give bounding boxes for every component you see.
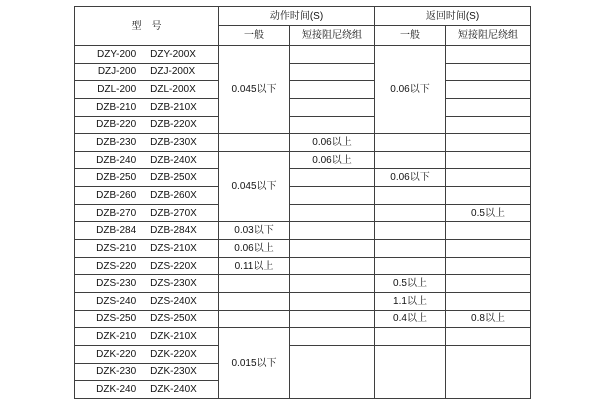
cell-model	[75, 63, 219, 81]
cell-model	[75, 116, 219, 134]
cell-action-short	[290, 292, 375, 310]
cell-model	[75, 222, 219, 240]
model-name-a: DZS-230	[96, 278, 137, 290]
model-name-a: DZB-230	[96, 137, 137, 149]
cell-action-short	[290, 187, 375, 205]
model-name-a: DZS-250	[96, 313, 137, 325]
cell-action-general: 0.045以下	[219, 151, 290, 222]
model-name-b: DZB-270X	[150, 207, 197, 219]
cell-model	[75, 81, 219, 99]
model-name-b: DZL-200X	[150, 84, 196, 96]
cell-action-short	[290, 98, 375, 116]
cell-model	[75, 169, 219, 187]
model-name-b: DZB-230X	[150, 137, 197, 149]
cell-action-general	[219, 310, 290, 328]
cell-return-general: 0.06以下	[375, 169, 446, 187]
cell-action-short	[290, 169, 375, 187]
model-name-a: DZB-220	[96, 119, 137, 131]
model-name-a: DZB-210	[96, 101, 137, 113]
table-row	[75, 328, 531, 346]
cell-model	[75, 46, 219, 64]
header-action-short-damping: 短接阻尼绕组	[290, 26, 375, 46]
table-row	[75, 310, 531, 328]
table-row	[75, 134, 531, 152]
cell-model	[75, 240, 219, 258]
table-row	[75, 151, 531, 169]
cell-action-short	[290, 222, 375, 240]
cell-model	[75, 98, 219, 116]
model-name-a: DZB-284	[96, 225, 137, 237]
cell-model	[75, 151, 219, 169]
model-name-b: DZB-210X	[150, 101, 197, 113]
cell-model	[75, 381, 219, 399]
model-name-a: DZS-240	[96, 295, 137, 307]
cell-action-general: 0.03以下	[219, 222, 290, 240]
cell-return-short	[446, 222, 531, 240]
model-name-b: DZB-284X	[150, 225, 197, 237]
table-row	[75, 98, 531, 116]
cell-action-short	[290, 240, 375, 258]
cell-return-short	[446, 292, 531, 310]
cell-return-short	[446, 328, 531, 346]
spec-table-container	[74, 6, 531, 399]
table-row	[75, 275, 531, 293]
table-row	[75, 204, 531, 222]
cell-model	[75, 204, 219, 222]
header-row-groups	[75, 7, 531, 26]
table-body	[75, 46, 531, 399]
cell-return-short	[446, 275, 531, 293]
table-row	[75, 81, 531, 99]
cell-return-short	[446, 169, 531, 187]
cell-model	[75, 328, 219, 346]
cell-return-general	[375, 257, 446, 275]
relay-timing-spec-table	[74, 6, 531, 399]
table-header	[75, 7, 531, 46]
cell-return-short	[446, 151, 531, 169]
model-name-b: DZK-210X	[150, 331, 197, 343]
cell-action-short	[290, 46, 375, 64]
header-action-general: 一般	[219, 26, 290, 46]
cell-return-short	[446, 345, 531, 398]
table-row	[75, 257, 531, 275]
cell-return-general	[375, 240, 446, 258]
model-name-a: DZB-240	[96, 154, 137, 166]
cell-action-general: 0.06以上	[219, 240, 290, 258]
model-name-a: DZL-200	[97, 84, 137, 96]
cell-action-short: 0.06以上	[290, 134, 375, 152]
table-row	[75, 116, 531, 134]
cell-action-short	[290, 275, 375, 293]
cell-model	[75, 345, 219, 363]
cell-return-general	[375, 204, 446, 222]
cell-model	[75, 134, 219, 152]
model-name-a: DZK-210	[96, 331, 137, 343]
header-model: 型 号	[75, 7, 219, 46]
cell-return-general	[375, 222, 446, 240]
model-name-b: DZB-220X	[150, 119, 197, 131]
cell-return-general	[375, 134, 446, 152]
cell-model	[75, 292, 219, 310]
cell-model	[75, 257, 219, 275]
model-name-b: DZJ-200X	[150, 66, 196, 78]
cell-return-short	[446, 187, 531, 205]
cell-return-short	[446, 46, 531, 64]
model-name-a: DZK-230	[96, 366, 137, 378]
model-name-b: DZS-210X	[150, 242, 197, 254]
model-name-a: DZK-220	[96, 348, 137, 360]
model-name-b: DZB-240X	[150, 154, 197, 166]
cell-model	[75, 187, 219, 205]
model-name-b: DZK-240X	[150, 383, 197, 395]
cell-action-general: 0.11以上	[219, 257, 290, 275]
model-name-b: DZK-230X	[150, 366, 197, 378]
table-row	[75, 345, 531, 363]
table-row	[75, 169, 531, 187]
cell-return-short	[446, 134, 531, 152]
cell-action-short	[290, 116, 375, 134]
cell-return-short	[446, 63, 531, 81]
table-row	[75, 46, 531, 64]
cell-return-general: 0.06以下	[375, 46, 446, 134]
model-name-b: DZK-220X	[150, 348, 197, 360]
model-name-a: DZB-250	[96, 172, 137, 184]
cell-return-short	[446, 257, 531, 275]
cell-action-short	[290, 257, 375, 275]
model-name-a: DZB-270	[96, 207, 137, 219]
cell-action-short	[290, 310, 375, 328]
table-row	[75, 222, 531, 240]
header-action-time: 动作时间(S)	[219, 7, 375, 26]
cell-action-short	[290, 345, 375, 398]
model-name-b: DZY-200X	[150, 48, 196, 60]
cell-action-general	[219, 292, 290, 310]
model-name-b: DZS-250X	[150, 313, 197, 325]
cell-action-general: 0.045以下	[219, 46, 290, 134]
model-name-b: DZB-260X	[150, 189, 197, 201]
model-name-a: DZK-240	[96, 383, 137, 395]
header-return-general: 一般	[375, 26, 446, 46]
cell-action-short	[290, 204, 375, 222]
cell-model	[75, 275, 219, 293]
cell-action-short	[290, 81, 375, 99]
cell-return-general	[375, 187, 446, 205]
model-name-b: DZS-230X	[150, 278, 197, 290]
cell-action-general	[219, 275, 290, 293]
model-name-a: DZS-220	[96, 260, 137, 272]
cell-return-short: 0.5以上	[446, 204, 531, 222]
cell-action-short	[290, 63, 375, 81]
model-name-b: DZB-250X	[150, 172, 197, 184]
cell-return-general: 0.5以上	[375, 275, 446, 293]
cell-return-general: 0.4以上	[375, 310, 446, 328]
cell-return-general: 1.1以上	[375, 292, 446, 310]
cell-action-short	[290, 328, 375, 346]
model-name-b: DZS-240X	[150, 295, 197, 307]
cell-return-general	[375, 151, 446, 169]
model-name-a: DZY-200	[97, 48, 137, 60]
table-row	[75, 187, 531, 205]
cell-return-short	[446, 81, 531, 99]
model-name-a: DZJ-200	[97, 66, 137, 78]
header-return-time: 返回时间(S)	[375, 7, 531, 26]
cell-model	[75, 363, 219, 381]
table-row	[75, 240, 531, 258]
cell-return-short	[446, 116, 531, 134]
cell-return-short	[446, 240, 531, 258]
cell-action-short: 0.06以上	[290, 151, 375, 169]
table-row	[75, 292, 531, 310]
cell-return-general	[375, 328, 446, 346]
cell-model	[75, 310, 219, 328]
table-row	[75, 63, 531, 81]
model-name-a: DZS-210	[96, 242, 137, 254]
cell-action-general: 0.015以下	[219, 328, 290, 399]
model-name-a: DZB-260	[96, 189, 137, 201]
cell-return-general	[375, 345, 446, 398]
cell-return-short	[446, 98, 531, 116]
cell-return-short: 0.8以上	[446, 310, 531, 328]
cell-action-general	[219, 134, 290, 152]
model-name-b: DZS-220X	[150, 260, 197, 272]
header-return-short-damping: 短接阻尼绕组	[446, 26, 531, 46]
